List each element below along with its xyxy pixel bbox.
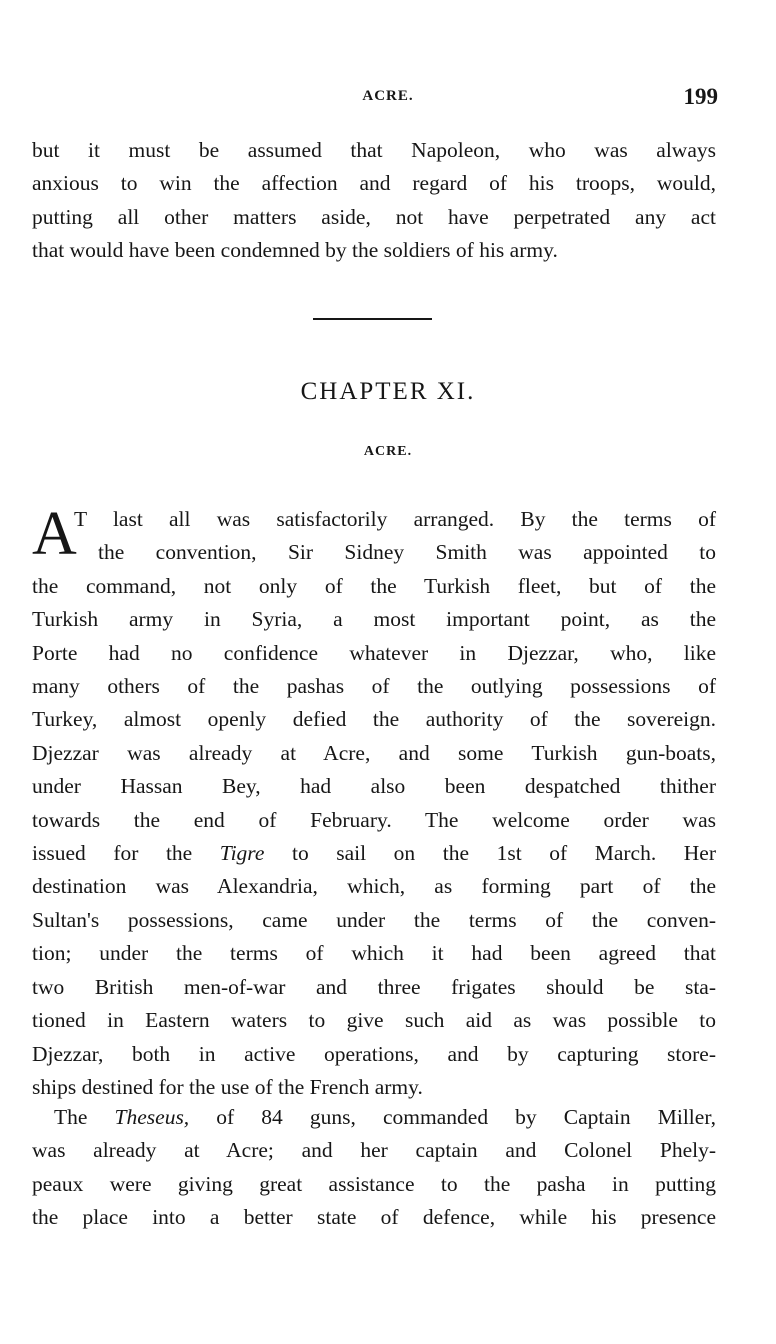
text-line: Turkish army in Syria, a most important point, as the	[32, 607, 716, 632]
drop-cap: A	[32, 500, 77, 568]
text-line: putting all other matters aside, not have perpetrated any act	[32, 204, 716, 229]
text-line: ships destined for the use of the French army.	[32, 1074, 423, 1099]
page-number: 199	[683, 84, 718, 109]
text-line: that would have been condemned by the soldiers of his army.	[32, 238, 558, 263]
text-line: under Hassan Bey, had also been despatched thither	[32, 774, 716, 799]
text-line: tion; under the terms of which it had been agreed that	[32, 941, 716, 966]
text-line: tioned in Eastern waters to give such aid as was possible to	[32, 1008, 716, 1033]
text-line: the place into a better state of defence, while his presence	[32, 1205, 716, 1230]
text-line: Sultan's possessions, came under the terms of the conven-	[32, 907, 716, 932]
chapter-title: CHAPTER XI.	[300, 378, 476, 405]
text-line: the command, not only of the Turkish fleet, but of the	[32, 573, 716, 598]
section-divider	[313, 318, 432, 320]
chapter-paragraph-2	[32, 1101, 716, 1235]
text-line: peaux were giving great assistance to the pasha in putting	[32, 1171, 716, 1196]
running-head	[0, 84, 776, 114]
text-run: The	[54, 1105, 115, 1129]
text-line: towards the end of February. The welcome order was	[32, 807, 716, 832]
text-line: Porte had no confidence whatever in Djezzar, who, like	[32, 640, 716, 665]
text-line: destination was Alexandria, which, as forming part of the	[32, 874, 716, 899]
text-line: many others of the pashas of the outlying possessions of	[32, 674, 716, 699]
text-line: T last all was satisfactorily arranged. By the terms of	[74, 507, 716, 531]
text-line: Turkey, almost openly defied the authority of the sovereign.	[32, 707, 716, 732]
text-run: to sail on the 1st of March. Her	[264, 841, 717, 866]
intro-paragraph	[32, 134, 716, 268]
text-run: of 84 guns, commanded by Captain Miller,	[189, 1105, 716, 1129]
text-line: Djezzar, both in active operations, and by capturing store-	[32, 1041, 716, 1066]
text-line: was already at Acre; and her captain and Colonel Phely-	[32, 1138, 716, 1163]
text-line: two British men-of-war and three frigates should be sta-	[32, 974, 716, 999]
chapter-subtitle: ACRE.	[363, 444, 413, 459]
running-title: ACRE.	[362, 88, 414, 104]
ship-name-italic: Theseus,	[114, 1105, 190, 1129]
text-run: issued for the	[32, 841, 220, 866]
text-line: the convention, Sir Sidney Smith was appointed to	[98, 540, 716, 565]
text-line: anxious to win the affection and regard of his troops, would,	[32, 171, 716, 196]
text-line-with-italic	[32, 837, 716, 870]
text-line-with-italic	[32, 1101, 716, 1134]
text-line: but it must be assumed that Napoleon, who was always	[32, 138, 716, 162]
text-line: Djezzar was already at Acre, and some Turkish gun-boats,	[32, 740, 716, 765]
chapter-paragraph-1	[32, 500, 717, 1104]
ship-name-italic: Tigre	[219, 841, 265, 866]
